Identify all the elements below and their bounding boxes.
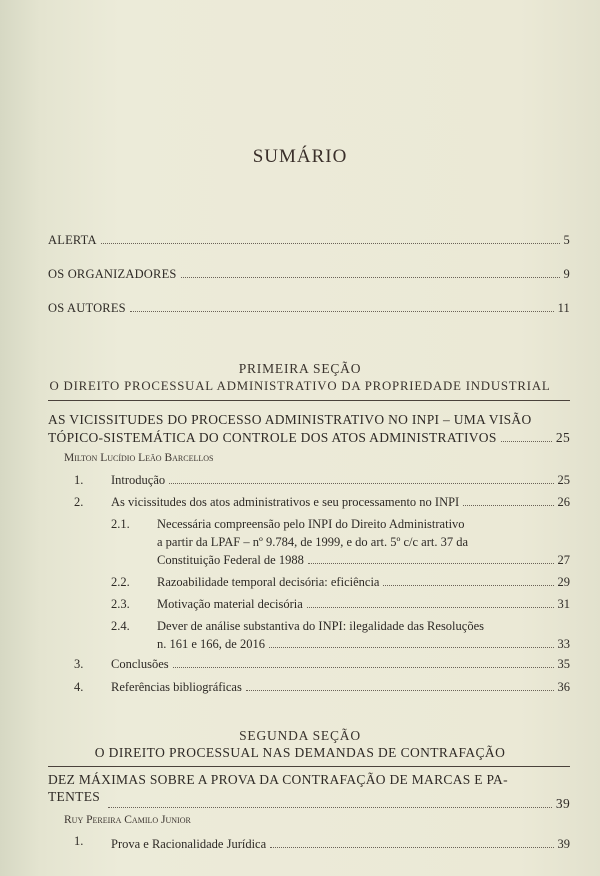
page-number: 36 — [557, 680, 570, 694]
entry-label: Razoabilidade temporal decisória: eficiência — [157, 575, 380, 589]
page-number: 25 — [555, 430, 570, 445]
item-number: 2.2. — [111, 575, 130, 589]
dot-leader — [130, 311, 554, 312]
toc-item-compreensao[interactable] — [157, 553, 570, 568]
section-divider — [48, 766, 570, 767]
item-number: 4. — [74, 680, 84, 694]
page-number: 35 — [557, 657, 570, 671]
item-number: 1. — [74, 473, 84, 487]
toc-item-dever-de-analise[interactable] — [157, 637, 570, 652]
page-number: 9 — [563, 267, 570, 281]
entry-label: Referências bibliográficas — [111, 680, 242, 694]
dot-leader — [463, 505, 553, 506]
entry-label: OS AUTORES — [48, 301, 126, 315]
item-number: 2.1. — [111, 517, 130, 531]
dot-leader — [181, 277, 560, 278]
author-name: Ruy Pereira Camilo Junior — [64, 814, 191, 826]
page-number: 29 — [557, 575, 570, 589]
toc-item-vicissitudes[interactable] — [111, 495, 570, 510]
chapter-title-line2[interactable]: TENTES — [48, 789, 101, 804]
page-title: SUMÁRIO — [252, 146, 348, 167]
chapter-page-leader — [104, 796, 570, 812]
toc-item-motivacao[interactable] — [157, 597, 570, 612]
chapter-title-text: TÓPICO-SISTEMÁTICA DO CONTROLE DOS ATOS ADMINISTRATIVOS — [48, 430, 497, 445]
toc-item-line[interactable]: a partir da LPAF – nº 9.784, de 1999, e do art. 5º c/c art. 37 da — [157, 535, 469, 549]
section-divider — [48, 400, 570, 401]
page-number: 11 — [557, 301, 570, 315]
entry-label: n. 161 e 166, de 2016 — [157, 637, 265, 651]
section-label: PRIMEIRA SEÇÃO — [238, 361, 362, 376]
section-title: O DIREITO PROCESSUAL ADMINISTRATIVO DA PROPRIEDADE INDUSTRIAL — [49, 379, 551, 393]
item-number: 2. — [74, 495, 84, 509]
dot-leader — [101, 243, 560, 244]
page-number: 27 — [557, 553, 570, 567]
entry-label: ALERTA — [48, 233, 97, 247]
page-number: 33 — [557, 637, 570, 651]
page-number: 26 — [557, 495, 570, 509]
entry-label: Motivação material decisória — [157, 597, 303, 611]
toc-item-prova-e-racionalidade[interactable] — [111, 837, 570, 852]
author-name: Milton Lucídio Leão Barcellos — [64, 452, 214, 464]
entry-label: Conclusões — [111, 657, 169, 671]
dot-leader — [270, 847, 553, 848]
item-number: 2.4. — [111, 619, 130, 633]
dot-leader — [269, 647, 554, 648]
page-number: 39 — [555, 796, 570, 811]
toc-entry-autores[interactable] — [48, 301, 570, 316]
toc-item-referencias[interactable] — [111, 680, 570, 695]
dot-leader — [501, 441, 552, 442]
page-number: 25 — [557, 473, 570, 487]
toc-entry-organizadores[interactable] — [48, 267, 570, 282]
toc-item-introducao[interactable] — [111, 473, 570, 488]
toc-item-line[interactable]: Necessária compreensão pelo INPI do Direito Administrativo — [157, 517, 465, 531]
section-label: SEGUNDA SEÇÃO — [239, 728, 361, 743]
page-number: 31 — [557, 597, 570, 611]
toc-item-razoabilidade[interactable] — [157, 575, 570, 590]
section-title: O DIREITO PROCESSUAL NAS DEMANDAS DE CONTRAFAÇÃO — [94, 745, 506, 760]
item-number: 2.3. — [111, 597, 130, 611]
chapter-title-line1[interactable]: AS VICISSITUDES DO PROCESSO ADMINISTRATIVO NO INPI – UMA VISÃO — [48, 412, 532, 427]
dot-leader — [307, 607, 554, 608]
toc-item-line[interactable]: Dever de análise substantiva do INPI: ilegalidade das Resoluções — [157, 619, 484, 633]
dot-leader — [383, 585, 553, 586]
dot-leader — [108, 807, 552, 808]
entry-label: Prova e Racionalidade Jurídica — [111, 837, 267, 851]
dot-leader — [308, 563, 554, 564]
page-number: 5 — [563, 233, 570, 247]
entry-label: Introdução — [111, 473, 166, 487]
entry-label: Constituição Federal de 1988 — [157, 553, 304, 567]
entry-label: As vicissitudes dos atos administrativos e seu processamento no INPI — [111, 495, 460, 509]
chapter-title-line1[interactable]: DEZ MÁXIMAS SOBRE A PROVA DA CONTRAFAÇÃO DE MARCAS E PA- — [48, 772, 508, 787]
item-number: 3. — [74, 657, 84, 671]
toc-item-conclusoes[interactable] — [111, 657, 570, 672]
dot-leader — [246, 690, 554, 691]
page-number: 39 — [557, 837, 570, 851]
chapter-title-line2[interactable] — [48, 430, 570, 446]
dot-leader — [169, 483, 553, 484]
dot-leader — [173, 667, 554, 668]
item-number: 1. — [74, 834, 84, 848]
entry-label: OS ORGANIZADORES — [48, 267, 177, 281]
toc-entry-alerta[interactable] — [48, 233, 570, 248]
